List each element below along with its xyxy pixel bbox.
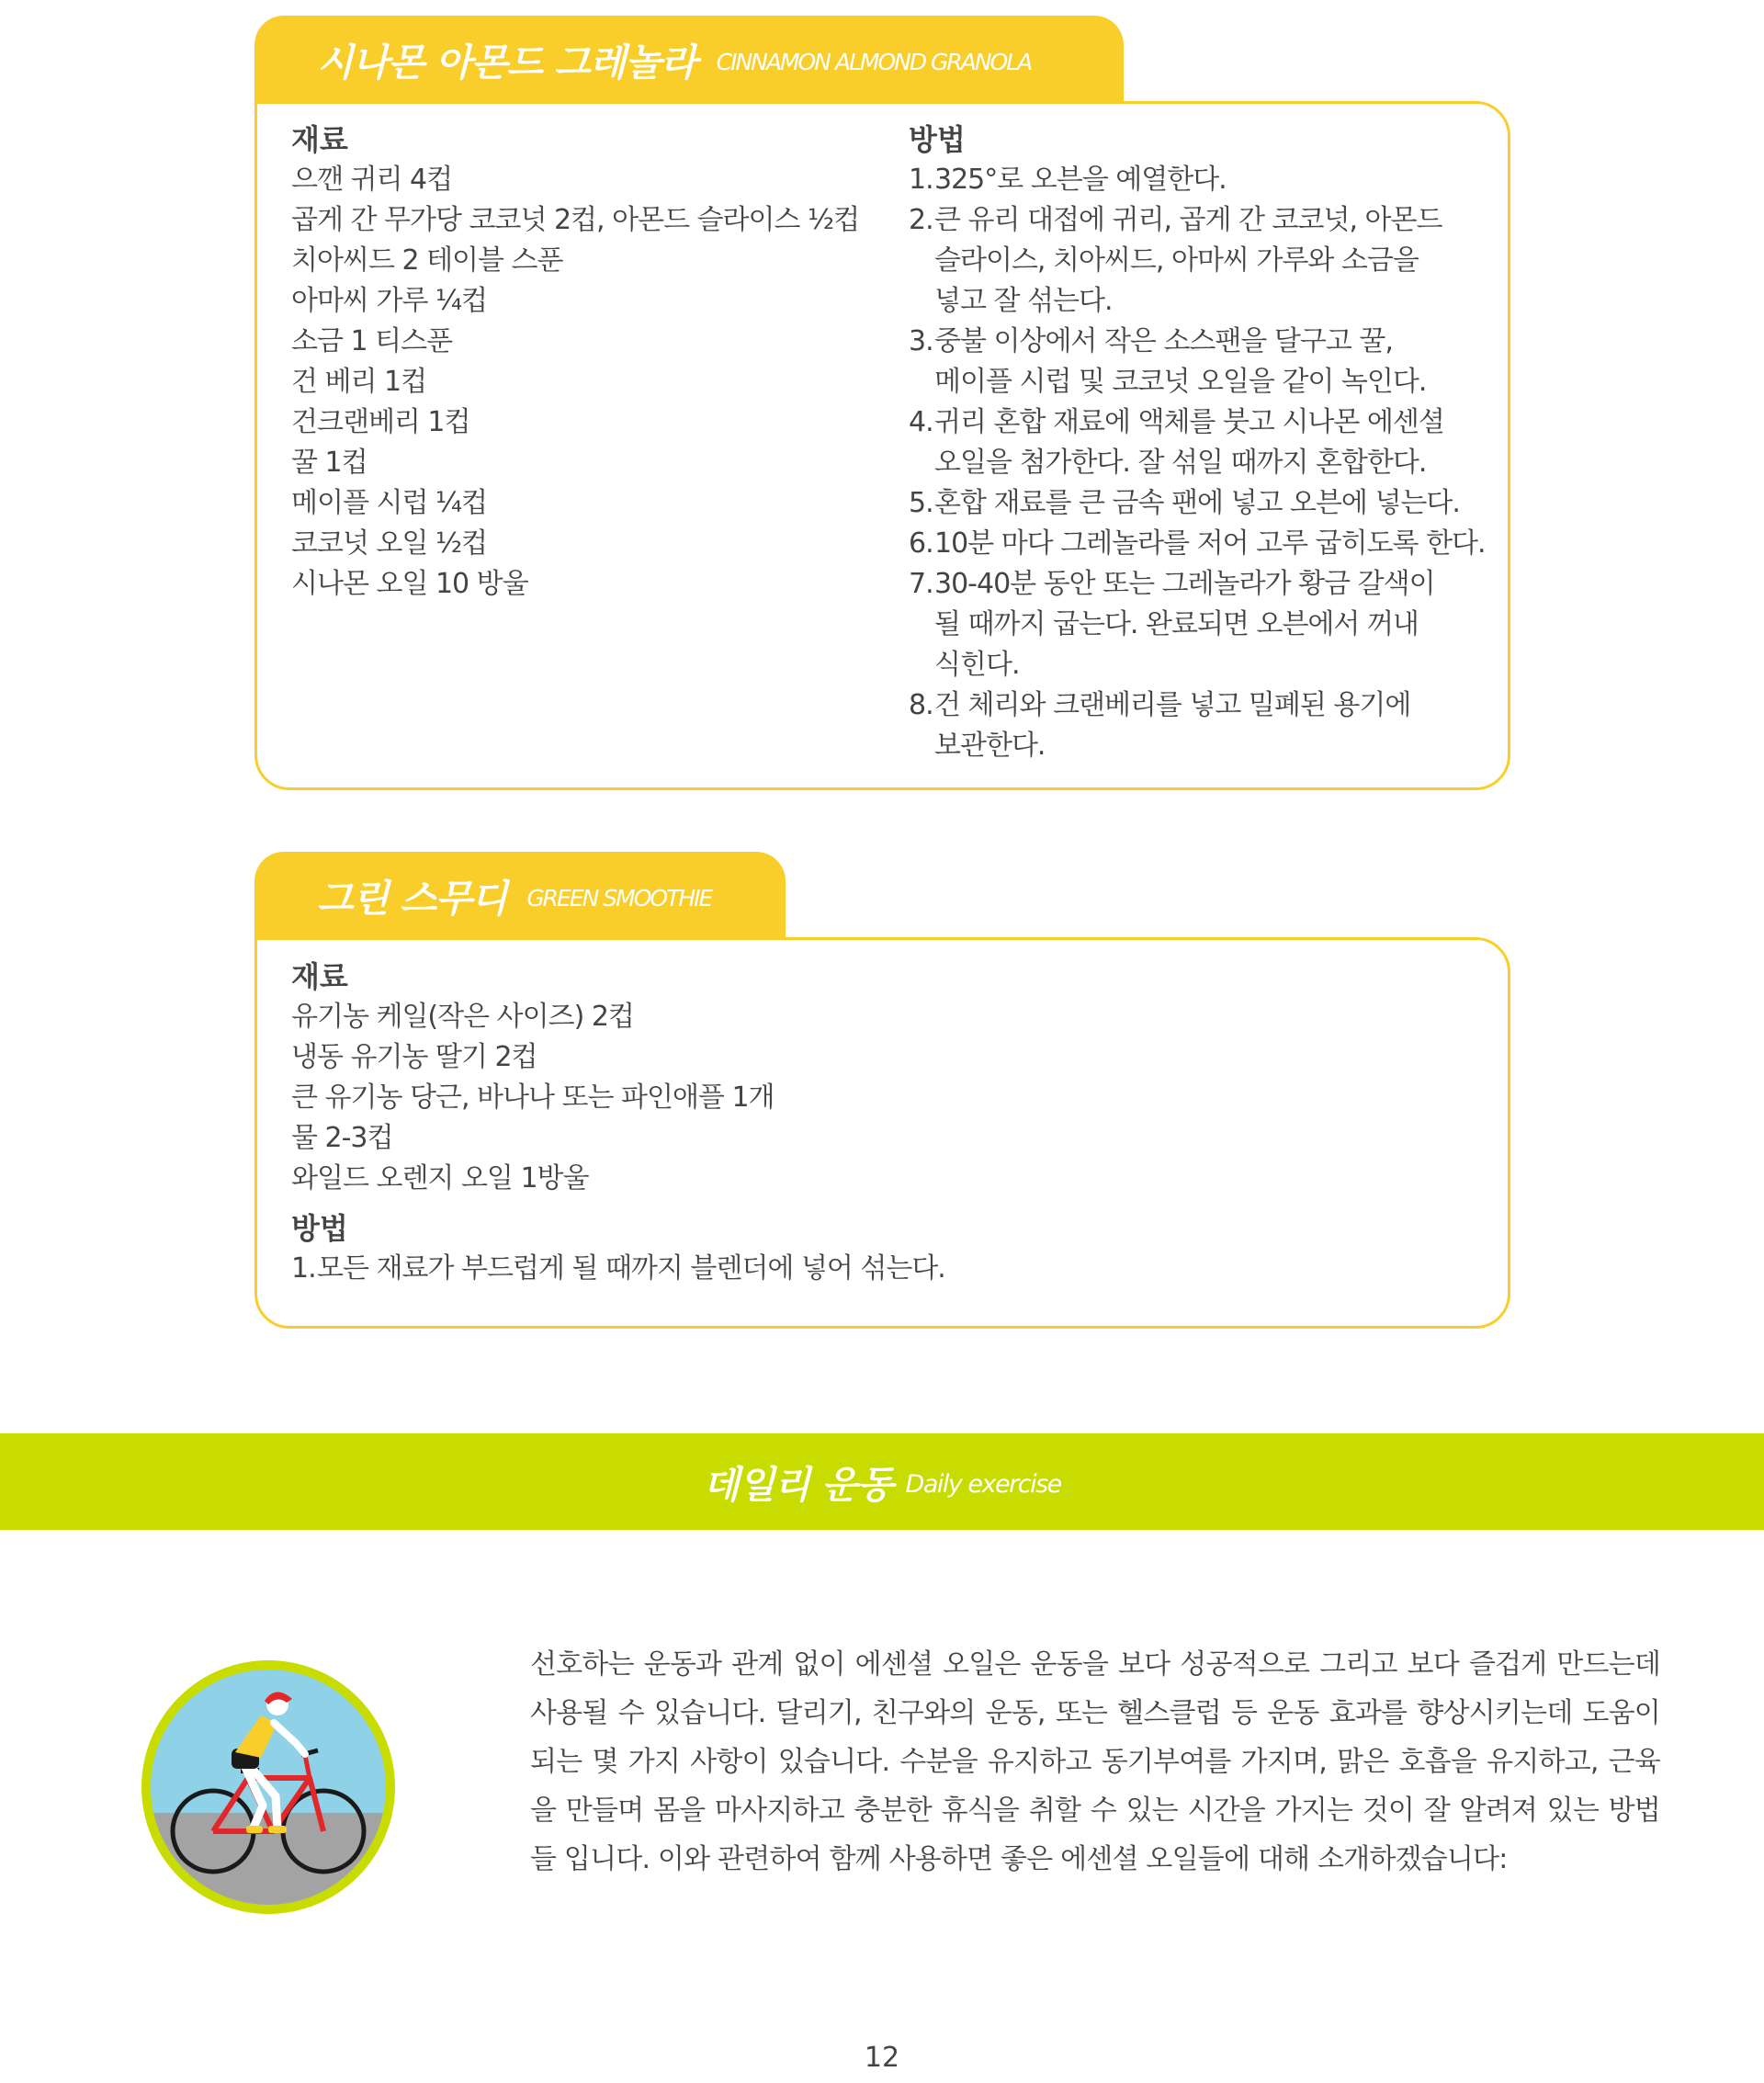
list-item: 메이플 시럽 ¼컵 bbox=[291, 487, 488, 519]
smoothie-content bbox=[291, 957, 945, 1289]
step-text: 중불 이상에서 작은 소스팬을 달구고 꿀, 메이플 시럽 및 코코넛 오일을 같이 녹인다. bbox=[934, 325, 1427, 398]
list-item: 큰 유기농 당근, 바나나 또는 파인애플 1개 bbox=[291, 1081, 775, 1114]
step-number: 6. bbox=[909, 527, 933, 560]
list-item: 으깬 귀리 4컵 bbox=[291, 164, 453, 196]
method-step bbox=[909, 564, 1486, 685]
list-item: 건 베리 1컵 bbox=[291, 366, 427, 398]
smoothie-method-heading: 방법 bbox=[291, 1211, 348, 1246]
smoothie-title-tab bbox=[254, 852, 786, 939]
step-number: 2. bbox=[909, 204, 933, 236]
list-item: 코코넛 오일 ½컵 bbox=[291, 527, 488, 560]
method-step bbox=[909, 685, 1486, 766]
list-item: 시나몬 오일 10 방울 bbox=[291, 568, 528, 600]
step-text: 325°로 오븐을 예열한다. bbox=[934, 164, 1227, 196]
list-item: 와일드 오렌지 오일 1방울 bbox=[291, 1162, 589, 1194]
step-number: 8. bbox=[909, 689, 933, 721]
granola-ingredients-heading: 재료 bbox=[291, 122, 348, 157]
step-text: 모든 재료가 부드럽게 될 때까지 블렌더에 넣어 섞는다. bbox=[317, 1252, 945, 1285]
list-item: 건크랜베리 1컵 bbox=[291, 406, 470, 438]
method-step bbox=[291, 1249, 945, 1289]
step-text: 30-40분 동안 또는 그레놀라가 황금 갈색이 될 때까지 굽는다. 완료되면 오븐에서 꺼내 식힌다. bbox=[934, 568, 1435, 681]
granola-title-tab bbox=[254, 16, 1124, 103]
list-item: 냉동 유기농 딸기 2컵 bbox=[291, 1041, 537, 1073]
method-step bbox=[909, 200, 1486, 322]
step-text: 혼합 재료를 큰 금속 팬에 넣고 오븐에 넣는다. bbox=[934, 487, 1460, 519]
page-number: 12 bbox=[864, 2042, 900, 2074]
method-step bbox=[909, 483, 1486, 524]
smoothie-title-en: GREEN SMOOTHIE bbox=[526, 885, 712, 911]
granola-title-en: CINNAMON ALMOND GRANOLA bbox=[716, 49, 1032, 75]
smoothie-ingredients-heading: 재료 bbox=[291, 959, 348, 994]
granola-title-ko: 시나몬 아몬드 그레놀라 bbox=[317, 40, 696, 85]
step-text: 건 체리와 크랜베리를 넣고 밀폐된 용기에 보관한다. bbox=[934, 689, 1411, 762]
step-number: 7. bbox=[909, 568, 933, 600]
list-item: 물 2-3컵 bbox=[291, 1122, 393, 1154]
method-step bbox=[909, 160, 1486, 200]
method-step bbox=[909, 322, 1486, 402]
list-item: 소금 1 티스푼 bbox=[291, 325, 453, 357]
smoothie-title-ko: 그린 스무디 bbox=[317, 877, 507, 921]
exercise-title-en: Daily exercise bbox=[905, 1470, 1061, 1499]
cyclist-icon bbox=[140, 1658, 397, 1916]
list-item: 아마씨 가루 ¼컵 bbox=[291, 285, 488, 317]
exercise-section-band bbox=[0, 1433, 1764, 1530]
exercise-paragraph: 선호하는 운동과 관계 없이 에센셜 오일은 운동을 보다 성공적으로 그리고 보다 즐겁게 만드는데 사용될 수 있습니다. 달리기, 친구와의 운동, 또는 헬스클럽 등 운동 효과를 향상시키는데 도움이 되는 몇 가지 사항이 있습니다. 수분을 유지하고 동기부여를 가지며, 맑은 호흡을 유지하고, 근육을 만들며 몸을 마사지하고 충분한 휴식을 취할 수 있는 시간을 가지는 것이 잘 알려져 있는 방법들 입니다. 이와 관련하여 함께 사용하면 좋은 에센셜 오일들에 대해 소개하겠습니다: bbox=[530, 1648, 1660, 1875]
step-text: 귀리 혼합 재료에 액체를 붓고 시나몬 에센셜 오일을 첨가한다. 잘 섞일 때까지 혼합한다. bbox=[934, 406, 1444, 479]
list-item: 유기농 케일(작은 사이즈) 2컵 bbox=[291, 1001, 634, 1033]
granola-ingredients bbox=[291, 119, 859, 605]
list-item: 곱게 간 무가당 코코넛 2컵, 아몬드 슬라이스 ½컵 bbox=[291, 204, 860, 236]
step-number: 1. bbox=[291, 1252, 316, 1285]
step-number: 1. bbox=[909, 164, 933, 196]
step-number: 4. bbox=[909, 406, 933, 438]
granola-method bbox=[909, 119, 1486, 766]
list-item: 꿀 1컵 bbox=[291, 447, 368, 479]
step-number: 3. bbox=[909, 325, 933, 357]
exercise-title-ko: 데일리 운동 bbox=[703, 1463, 893, 1507]
granola-method-heading: 방법 bbox=[909, 122, 966, 157]
step-text: 10분 마다 그레놀라를 저어 고루 굽히도록 한다. bbox=[934, 527, 1486, 560]
step-number: 5. bbox=[909, 487, 933, 519]
step-text: 큰 유리 대접에 귀리, 곱게 간 코코넛, 아몬드 슬라이스, 치아씨드, 아마씨 가루와 소금을 넣고 잘 섞는다. bbox=[934, 204, 1442, 317]
method-step bbox=[909, 402, 1486, 483]
method-step bbox=[909, 524, 1486, 564]
list-item: 치아씨드 2 테이블 스푼 bbox=[291, 244, 563, 277]
